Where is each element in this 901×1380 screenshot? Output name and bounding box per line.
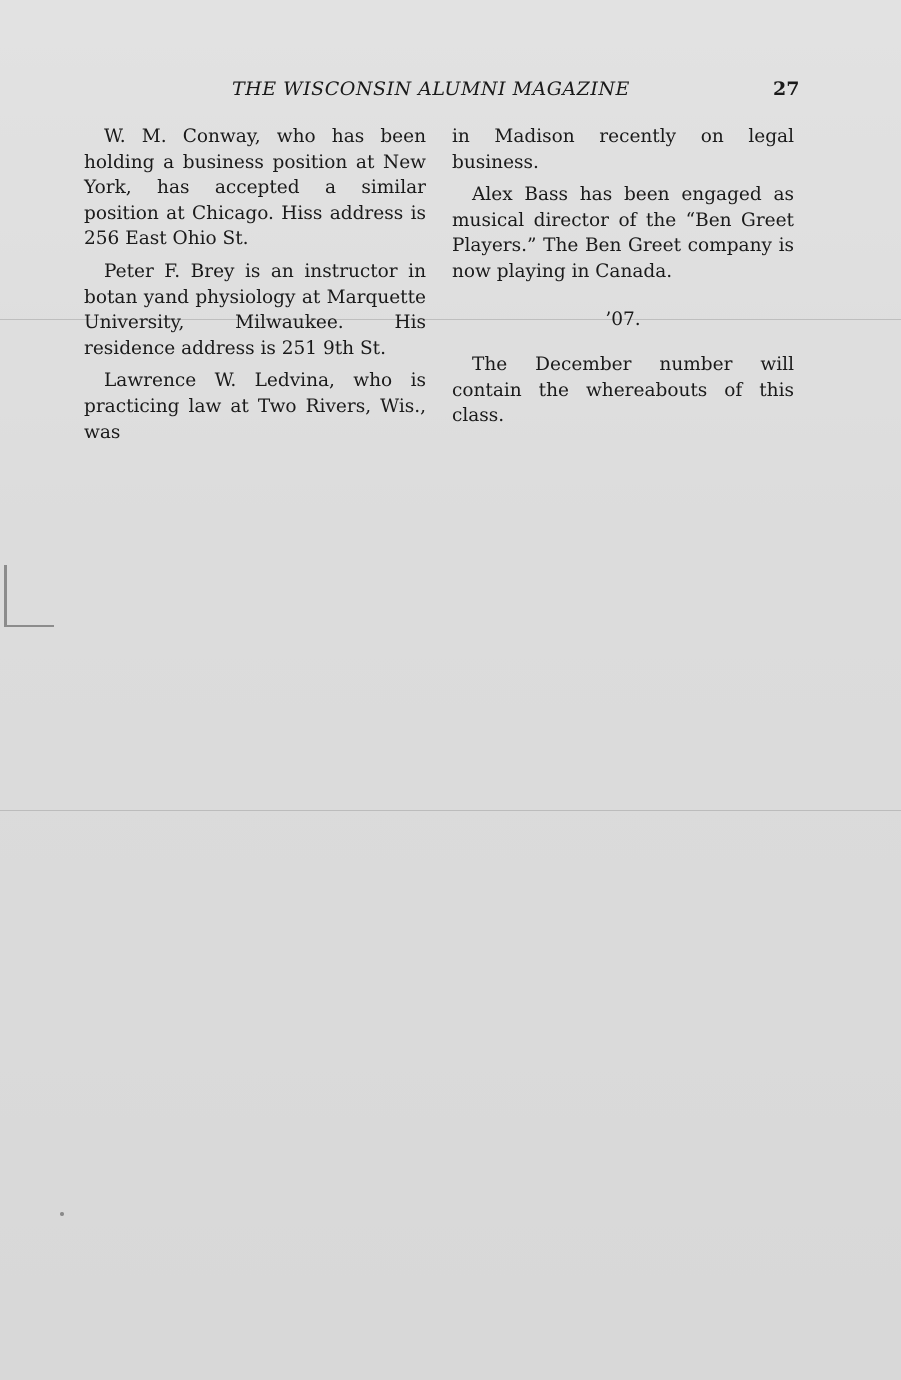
paragraph-brey: Peter F. Brey is an instructor in botan yand physiology at Marquette University, Milwaukee. His residence address is 251 9th St. — [84, 260, 426, 359]
class-year-heading: ’07. — [605, 308, 641, 330]
scan-edge-mark — [4, 625, 54, 627]
left-column — [84, 124, 426, 452]
paragraph-conway: W. M. Conway, who has been holding a business position at New York, has accepted a similar position at Chicago. Hiss address is 256 East Ohio St. — [84, 126, 426, 250]
scan-speck — [60, 1212, 64, 1216]
running-title: THE WISCONSIN ALUMNI MAGAZINE — [232, 78, 630, 100]
fold-line — [0, 810, 901, 811]
page-header — [0, 78, 901, 106]
paragraph-december: The December number will contain the whereabouts of this class. — [452, 354, 794, 427]
paragraph-ledvina-continued: in Madison recently on legal business. — [452, 126, 794, 173]
paragraph-bass: Alex Bass has been engaged as musical director of the “Ben Greet Players.” The Ben Greet company is now playing in Canada. — [452, 184, 794, 282]
paragraph-ledvina: Lawrence W. Ledvina, who is practicing law at Two Rivers, Wis., was — [84, 370, 426, 443]
page-number: 27 — [773, 78, 800, 100]
right-column — [452, 124, 794, 436]
scan-edge-mark — [4, 565, 7, 625]
